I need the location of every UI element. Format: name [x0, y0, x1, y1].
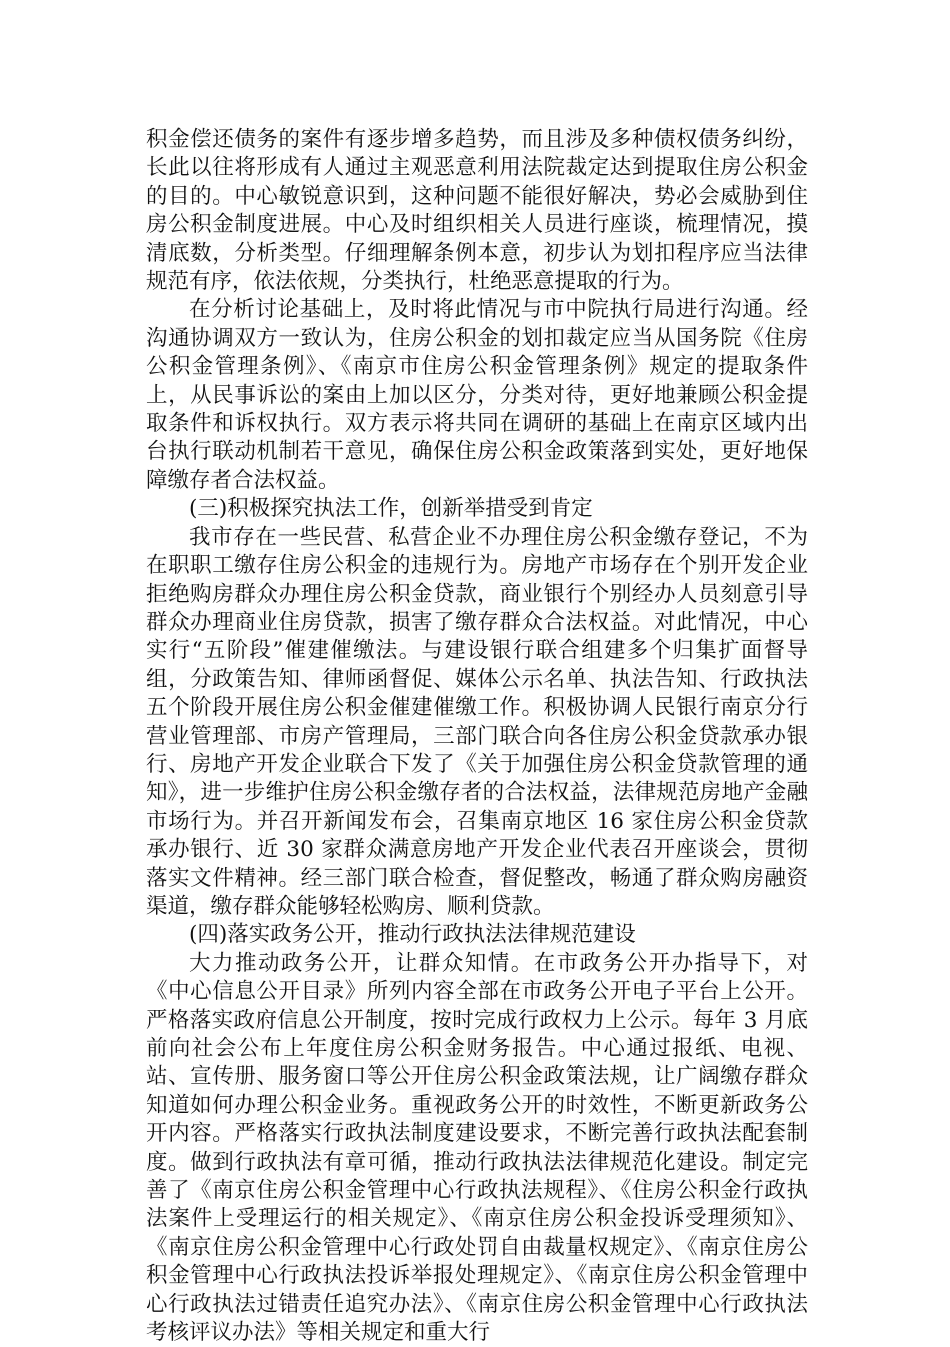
paragraph-transparency: 大力推动政务公开，让群众知情。在市政务公开办指导下，对《中心信息公开目录》所列内容全部在市政务公开电子平台上公开。严格落实政府信息公开制度，按时完成行政权力上公示。每年 3 月底前向社会公布上年度住房公积金财务报告。中心通过报纸、电视、站、宣传册、服务窗口等公开住房公积金政策法规，让广阔缴存群众知道如何办理公积金业务。重视政务公开的时效性，不断更新政务公开内容。严格落实行政执法制度建设要求，不断完善行政执法配套制度。做到行政执法有章可循，推动行政执法法律规范化建设。制定完善了《南京住房公积金管理中心行政执法规程》、《住房公积金行政执法案件上受理运行的相关规定》、《南京住房公积金投诉受理须知》、《南京住房公积金管理中心行政处罚自由裁量权规定》、《南京住房公积金管理中心行政执法投诉举报处理规定》、《南京住房公积金管理中心行政执法过错责任追究办法》、《南京住房公积金管理中心行政执法考核评议办法》等相关规定和重大行 [146, 950, 808, 1346]
document-body [146, 126, 808, 1347]
section-heading-3: (三)积极探究执法工作，创新举措受到肯定 [189, 496, 593, 522]
paragraph-enforcement: 我市存在一些民营、私营企业不办理住房公积金缴存登记，不为在职职工缴存住房公积金的违规行为。房地产市场存在个别开发企业拒绝购房群众办理住房公积金贷款，商业银行个别经办人员刻意引导群众办理商业住房贷款，损害了缴存群众合法权益。对此情况，中心实行“五阶段”催建催缴法。与建设银行联合组建多个归集扩面督导组，分政策告知、律师函督促、媒体公示名单、执法告知、行政执法五个阶段开展住房公积金催建催缴工作。积极协调人民银行南京分行营业管理部、市房产管理局，三部门联合向各住房公积金贷款承办银行、房地产开发企业联合下发了《关于加强住房公积金贷款管理的通知》，进一步维护住房公积金缴存者的合法权益，法律规范房地产金融市场行为。并召开新闻发布会，召集南京地区 16 家住房公积金贷款承办银行、近 30 家群众满意房地产开发企业代表召开座谈会，贯彻落实文件精神。经三部门联合检查，督促整改，畅通了群众购房融资渠道，缴存群众能够轻松购房、顺利贷款。 [146, 524, 808, 919]
section-heading-4: (四)落实政务公开，推动行政执法法律规范建设 [189, 922, 636, 948]
paragraph-consultation: 在分析讨论基础上，及时将此情况与市中院执行局进行沟通。经沟通协调双方一致认为，住房公积金的划扣裁定应当从国务院《住房公积金管理条例》、《南京市住房公积金管理条例》规定的提取条件上，从民事诉讼的案由上加以区分，分类对待，更好地兼顾公积金提取条件和诉权执行。双方表示将共同在调研的基础上在南京区域内出台执行联动机制若干意见，确保住房公积金政策落到实处，更好地保障缴存者合法权益。 [146, 297, 808, 493]
paragraph-continuation: 积金偿还债务的案件有逐步增多趋势，而且涉及多种债权债务纠纷，长此以往将形成有人通过主观恶意利用法院裁定达到提取住房公积金的目的。中心敏锐意识到，这种问题不能很好解决，势必会威胁到住房公积金制度进展。中心及时组织相关人员进行座谈，梳理情况，摸清底数，分析类型。仔细理解条例本意，初步认为划扣程序应当法律规范有序，依法依规，分类执行，杜绝恶意提取的行为。 [146, 127, 808, 295]
